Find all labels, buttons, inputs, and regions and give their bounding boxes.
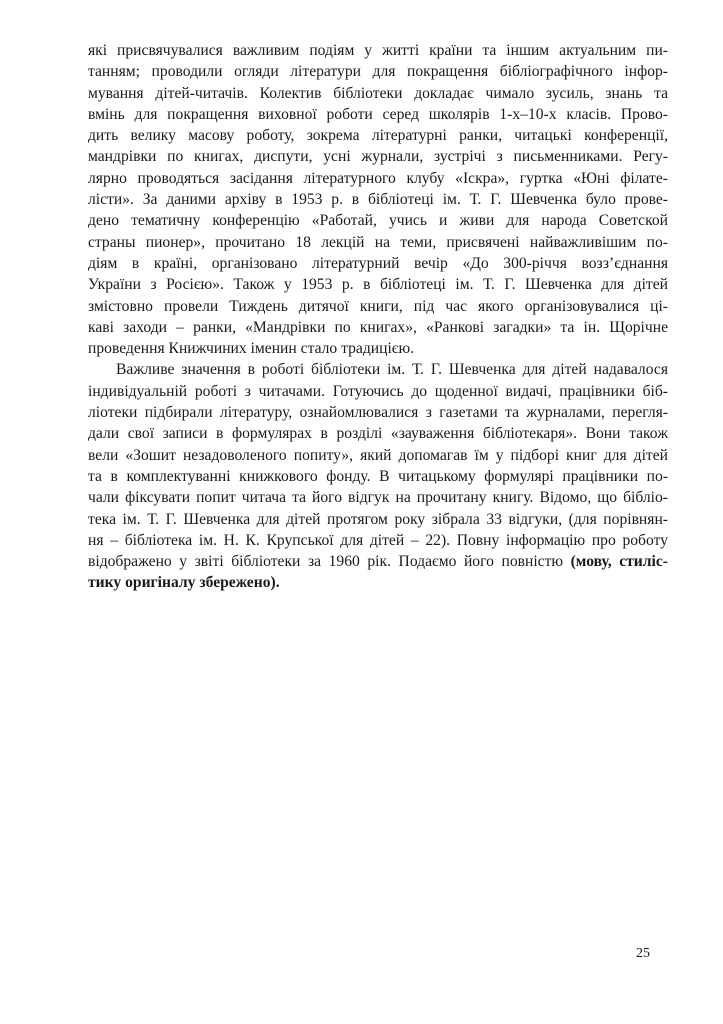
- text-line: дено тематичну конференцію «Работай, учись и живи для народа Советской: [88, 212, 668, 230]
- text-line: ліотеки підбирали літературу, ознайомлювалися з газетами та журналами, перегля-: [88, 404, 668, 422]
- text-line: страны пионер», прочитано 18 лекцій на теми, присвячені найважливішим по-: [88, 233, 668, 251]
- text-line: вмінь для покращення виховної роботи серед школярів 1-х–10-х класів. Прово-: [88, 105, 668, 123]
- text-line: каві заходи – ранки, «Мандрівки по книгах», «Ранкові загадки» та ін. Щорічне: [88, 318, 668, 336]
- text-line: та в комплектуванні книжкового фонду. В читацькому формулярі працівники по-: [88, 467, 668, 485]
- body-text: [88, 40, 668, 594]
- text-line: які присвячувалися важливим подіям у житті країни та іншим актуальним пи-: [88, 42, 668, 59]
- bold-text-run: (мову, стиліс-: [570, 553, 668, 571]
- text-line: мандрівки по книгах, диспути, усні журнали, зустрічі з письменниками. Регу-: [88, 148, 668, 166]
- text-line: Важливе значення в роботі бібліотеки ім. Т. Г. Шевченка для дітей надавалося: [116, 361, 668, 379]
- text-line: вели «Зошит незадоволеного попиту», який допомагав їм у підборі книг для дітей: [88, 446, 668, 464]
- text-line: дали свої записи в формулярах в розділі «зауваження бібліотекаря». Вони також: [88, 425, 668, 443]
- text-line: [88, 551, 668, 572]
- text-line: індивідуальній роботі з читачами. Готуючись до щоденної видачі, працівники біб-: [88, 382, 668, 400]
- paragraph-2: [88, 359, 668, 593]
- text-line: проведення Книжчиних іменин стало традицією.: [88, 340, 415, 358]
- text-line: мування дітей-читачів. Колектив бібліотеки докладає чимало зусиль, знань та: [88, 84, 668, 102]
- text-line: діям в країні, організовано літературний вечір «До 300-річчя возз’єднання: [88, 254, 668, 272]
- text-line: танням; проводили огляди літератури для покращення бібліографічного інфор-: [88, 63, 668, 81]
- text-line: дить велику масову роботу, зокрема літературні ранки, читацькі конференції,: [88, 127, 668, 145]
- text-line: лісти». За даними архіву в 1953 р. в бібліотеці ім. Т. Г. Шевченка було прове-: [88, 191, 668, 209]
- text-run: відображено у звіті бібліотеки за 1960 рік. Подаємо його повністю: [88, 553, 571, 571]
- text-line: України з Росією». Також у 1953 р. в бібліотеці ім. Т. Г. Шевченка для дітей: [88, 276, 668, 294]
- text-line: чали фіксувати попит читача та його відгук на прочитану книгу. Відомо, що бібліо-: [88, 489, 668, 507]
- bold-text-line: тику оригіналу збережено).: [88, 574, 280, 592]
- paragraph-1: [88, 40, 668, 359]
- text-line: лярно проводяться засідання літературного клубу «Іскра», гуртка «Юні філате-: [88, 169, 668, 187]
- text-line: змістовно провели Тиждень дитячої книги, під час якого організовувалися ці-: [88, 297, 668, 315]
- text-line: ня – бібліотека ім. Н. К. Крупської для дітей – 22). Повну інформацію про роботу: [88, 531, 668, 549]
- text-line: тека ім. Т. Г. Шевченка для дітей протягом року зібрала 33 відгуки, (для порівнян-: [88, 510, 668, 528]
- page-number: 25: [636, 946, 650, 961]
